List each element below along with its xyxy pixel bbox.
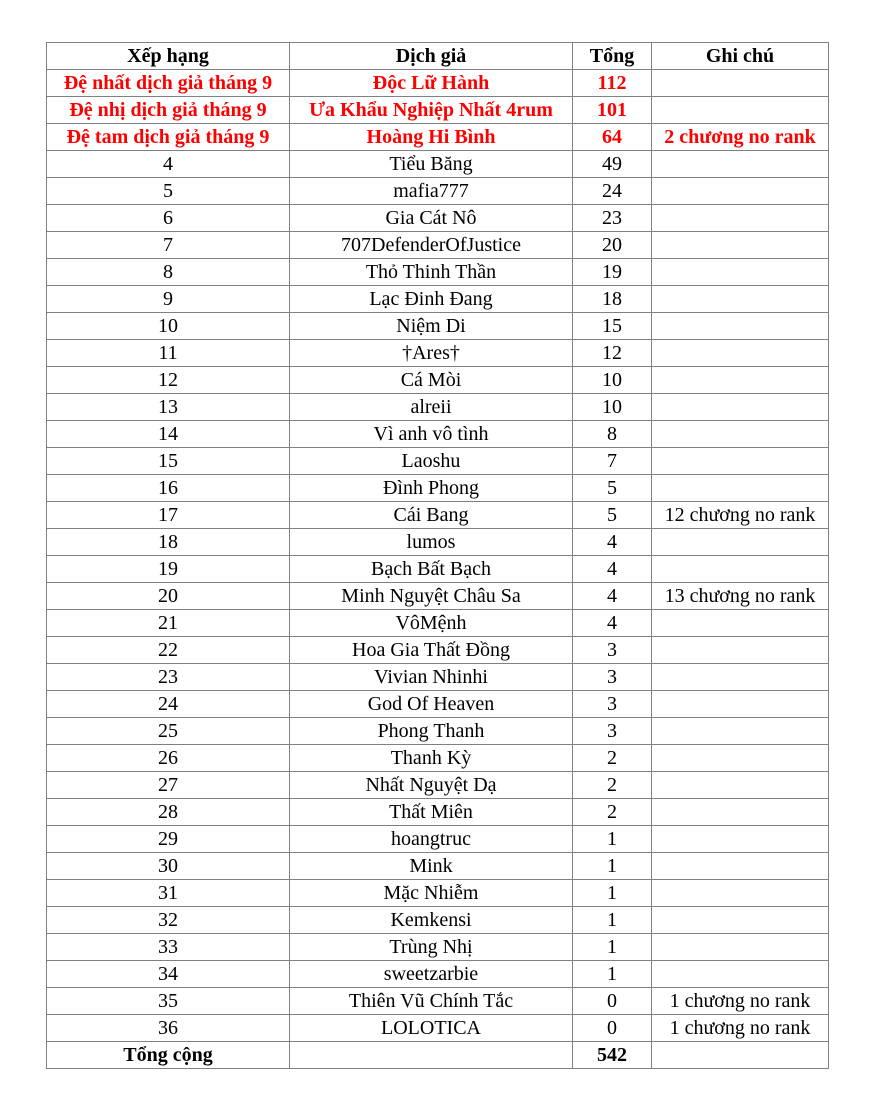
total-cell: 3: [573, 718, 652, 745]
total-cell: 7: [573, 448, 652, 475]
table-row: [47, 988, 829, 1015]
table-row: [47, 502, 829, 529]
header-total: Tổng: [573, 43, 652, 70]
total-cell: 1: [573, 880, 652, 907]
translator-cell: Ưa Khẩu Nghiệp Nhất 4rum: [290, 97, 573, 124]
table-row: [47, 529, 829, 556]
note-cell: [652, 529, 829, 556]
rank-cell: 12: [47, 367, 290, 394]
total-cell: 8: [573, 421, 652, 448]
translator-cell: Độc Lữ Hành: [290, 70, 573, 97]
rank-cell: 28: [47, 799, 290, 826]
translator-cell: sweetzarbie: [290, 961, 573, 988]
note-cell: [652, 151, 829, 178]
note-cell: [652, 259, 829, 286]
rank-cell: 35: [47, 988, 290, 1015]
rank-cell: 31: [47, 880, 290, 907]
table-row: [47, 367, 829, 394]
note-cell: [652, 97, 829, 124]
note-cell: [652, 664, 829, 691]
grand-total-label: Tổng cộng: [47, 1042, 290, 1069]
table-row: [47, 448, 829, 475]
table-row: [47, 664, 829, 691]
note-cell: [652, 367, 829, 394]
translator-cell: Minh Nguyệt Châu Sa: [290, 583, 573, 610]
rank-cell: 7: [47, 232, 290, 259]
table-row: [47, 583, 829, 610]
note-cell: [652, 286, 829, 313]
table-row: [47, 340, 829, 367]
translator-cell: Mink: [290, 853, 573, 880]
grand-total-note: [652, 1042, 829, 1069]
rank-cell: 8: [47, 259, 290, 286]
header-note: Ghi chú: [652, 43, 829, 70]
rank-cell: 18: [47, 529, 290, 556]
total-cell: 2: [573, 745, 652, 772]
note-cell: 13 chương no rank: [652, 583, 829, 610]
translator-cell: Thỏ Thinh Thần: [290, 259, 573, 286]
rank-cell: 32: [47, 907, 290, 934]
translator-cell: Thất Miên: [290, 799, 573, 826]
translator-cell: Vivian Nhinhi: [290, 664, 573, 691]
total-cell: 0: [573, 988, 652, 1015]
total-cell: 2: [573, 772, 652, 799]
top-row-2: [47, 97, 829, 124]
translator-cell: Phong Thanh: [290, 718, 573, 745]
rank-cell: 11: [47, 340, 290, 367]
note-cell: [652, 934, 829, 961]
translator-cell: Thanh Kỳ: [290, 745, 573, 772]
rank-cell: Đệ nhị dịch giả tháng 9: [47, 97, 290, 124]
total-cell: 19: [573, 259, 652, 286]
table-row: [47, 826, 829, 853]
rank-cell: 34: [47, 961, 290, 988]
rank-cell: 14: [47, 421, 290, 448]
translator-cell: Hoa Gia Thất Đồng: [290, 637, 573, 664]
total-cell: 4: [573, 610, 652, 637]
total-cell: 2: [573, 799, 652, 826]
note-cell: [652, 826, 829, 853]
header-translator: Dịch giả: [290, 43, 573, 70]
translator-cell: Vì anh vô tình: [290, 421, 573, 448]
note-cell: [652, 691, 829, 718]
grand-total-value: 542: [573, 1042, 652, 1069]
translator-cell: mafia777: [290, 178, 573, 205]
note-cell: [652, 610, 829, 637]
note-cell: [652, 178, 829, 205]
total-cell: 3: [573, 637, 652, 664]
rank-cell: 24: [47, 691, 290, 718]
table-row: [47, 718, 829, 745]
table-body: [47, 70, 829, 1042]
rank-cell: Đệ tam dịch giả tháng 9: [47, 124, 290, 151]
table-row: [47, 880, 829, 907]
top-row-3: [47, 124, 829, 151]
table-row: [47, 907, 829, 934]
rank-cell: 22: [47, 637, 290, 664]
total-cell: 3: [573, 664, 652, 691]
note-cell: [652, 799, 829, 826]
total-cell: 23: [573, 205, 652, 232]
note-cell: 1 chương no rank: [652, 988, 829, 1015]
table-row: [47, 205, 829, 232]
rank-cell: 30: [47, 853, 290, 880]
translator-ranking-table: [46, 42, 829, 1069]
table-row: [47, 745, 829, 772]
note-cell: [652, 70, 829, 97]
total-cell: 5: [573, 502, 652, 529]
total-cell: 1: [573, 853, 652, 880]
note-cell: [652, 340, 829, 367]
total-cell: 0: [573, 1015, 652, 1042]
table-row: [47, 313, 829, 340]
note-cell: [652, 907, 829, 934]
translator-cell: VôMệnh: [290, 610, 573, 637]
translator-cell: alreii: [290, 394, 573, 421]
note-cell: 2 chương no rank: [652, 124, 829, 151]
table-row: [47, 394, 829, 421]
translator-cell: God Of Heaven: [290, 691, 573, 718]
total-cell: 10: [573, 367, 652, 394]
total-cell: 20: [573, 232, 652, 259]
translator-cell: lumos: [290, 529, 573, 556]
rank-cell: 36: [47, 1015, 290, 1042]
header-row: [47, 43, 829, 70]
table-row: [47, 691, 829, 718]
translator-cell: †Ares†: [290, 340, 573, 367]
total-cell: 49: [573, 151, 652, 178]
note-cell: [652, 421, 829, 448]
translator-cell: Nhất Nguyệt Dạ: [290, 772, 573, 799]
total-cell: 101: [573, 97, 652, 124]
rank-cell: Đệ nhất dịch giả tháng 9: [47, 70, 290, 97]
translator-cell: Lạc Đinh Đang: [290, 286, 573, 313]
rank-cell: 33: [47, 934, 290, 961]
table-row: [47, 259, 829, 286]
translator-cell: Kemkensi: [290, 907, 573, 934]
rank-cell: 21: [47, 610, 290, 637]
total-cell: 1: [573, 907, 652, 934]
note-cell: [652, 853, 829, 880]
translator-cell: Bạch Bất Bạch: [290, 556, 573, 583]
note-cell: [652, 394, 829, 421]
rank-cell: 16: [47, 475, 290, 502]
grand-total-row: [47, 1042, 829, 1069]
table-row: [47, 421, 829, 448]
rank-cell: 27: [47, 772, 290, 799]
table-row: [47, 934, 829, 961]
grand-total-translator: [290, 1042, 573, 1069]
total-cell: 24: [573, 178, 652, 205]
total-cell: 1: [573, 826, 652, 853]
translator-cell: Laoshu: [290, 448, 573, 475]
total-cell: 18: [573, 286, 652, 313]
rank-cell: 9: [47, 286, 290, 313]
total-cell: 1: [573, 934, 652, 961]
rank-cell: 5: [47, 178, 290, 205]
rank-cell: 23: [47, 664, 290, 691]
translator-cell: Hoàng Hi Bình: [290, 124, 573, 151]
translator-cell: Cá Mòi: [290, 367, 573, 394]
note-cell: 12 chương no rank: [652, 502, 829, 529]
total-cell: 4: [573, 529, 652, 556]
note-cell: [652, 556, 829, 583]
total-cell: 64: [573, 124, 652, 151]
note-cell: [652, 448, 829, 475]
table-row: [47, 772, 829, 799]
note-cell: [652, 313, 829, 340]
table-row: [47, 475, 829, 502]
translator-cell: Trùng Nhị: [290, 934, 573, 961]
table-row: [47, 637, 829, 664]
note-cell: [652, 745, 829, 772]
rank-cell: 29: [47, 826, 290, 853]
translator-cell: Tiểu Băng: [290, 151, 573, 178]
table-row: [47, 1015, 829, 1042]
total-cell: 5: [573, 475, 652, 502]
rank-cell: 4: [47, 151, 290, 178]
rank-cell: 13: [47, 394, 290, 421]
table-row: [47, 232, 829, 259]
top-row-1: [47, 70, 829, 97]
table-row: [47, 178, 829, 205]
table-row: [47, 556, 829, 583]
rank-cell: 26: [47, 745, 290, 772]
total-cell: 12: [573, 340, 652, 367]
rank-cell: 6: [47, 205, 290, 232]
translator-cell: 707DefenderOfJustice: [290, 232, 573, 259]
note-cell: 1 chương no rank: [652, 1015, 829, 1042]
total-cell: 1: [573, 961, 652, 988]
note-cell: [652, 772, 829, 799]
translator-cell: hoangtruc: [290, 826, 573, 853]
total-cell: 15: [573, 313, 652, 340]
translator-cell: LOLOTICA: [290, 1015, 573, 1042]
table-row: [47, 853, 829, 880]
translator-cell: Niệm Di: [290, 313, 573, 340]
total-cell: 4: [573, 583, 652, 610]
rank-cell: 17: [47, 502, 290, 529]
note-cell: [652, 205, 829, 232]
translator-cell: Mặc Nhiễm: [290, 880, 573, 907]
rank-cell: 19: [47, 556, 290, 583]
note-cell: [652, 637, 829, 664]
table-row: [47, 799, 829, 826]
translator-cell: Đình Phong: [290, 475, 573, 502]
rank-cell: 20: [47, 583, 290, 610]
total-cell: 10: [573, 394, 652, 421]
total-cell: 4: [573, 556, 652, 583]
translator-cell: Cái Bang: [290, 502, 573, 529]
total-cell: 3: [573, 691, 652, 718]
note-cell: [652, 880, 829, 907]
note-cell: [652, 718, 829, 745]
header-rank: Xếp hạng: [47, 43, 290, 70]
total-cell: 112: [573, 70, 652, 97]
note-cell: [652, 232, 829, 259]
translator-cell: Thiên Vũ Chính Tắc: [290, 988, 573, 1015]
rank-cell: 25: [47, 718, 290, 745]
note-cell: [652, 961, 829, 988]
table-row: [47, 286, 829, 313]
table-row: [47, 610, 829, 637]
rank-cell: 10: [47, 313, 290, 340]
table-row: [47, 151, 829, 178]
rank-cell: 15: [47, 448, 290, 475]
note-cell: [652, 475, 829, 502]
table-row: [47, 961, 829, 988]
translator-cell: Gia Cát Nô: [290, 205, 573, 232]
